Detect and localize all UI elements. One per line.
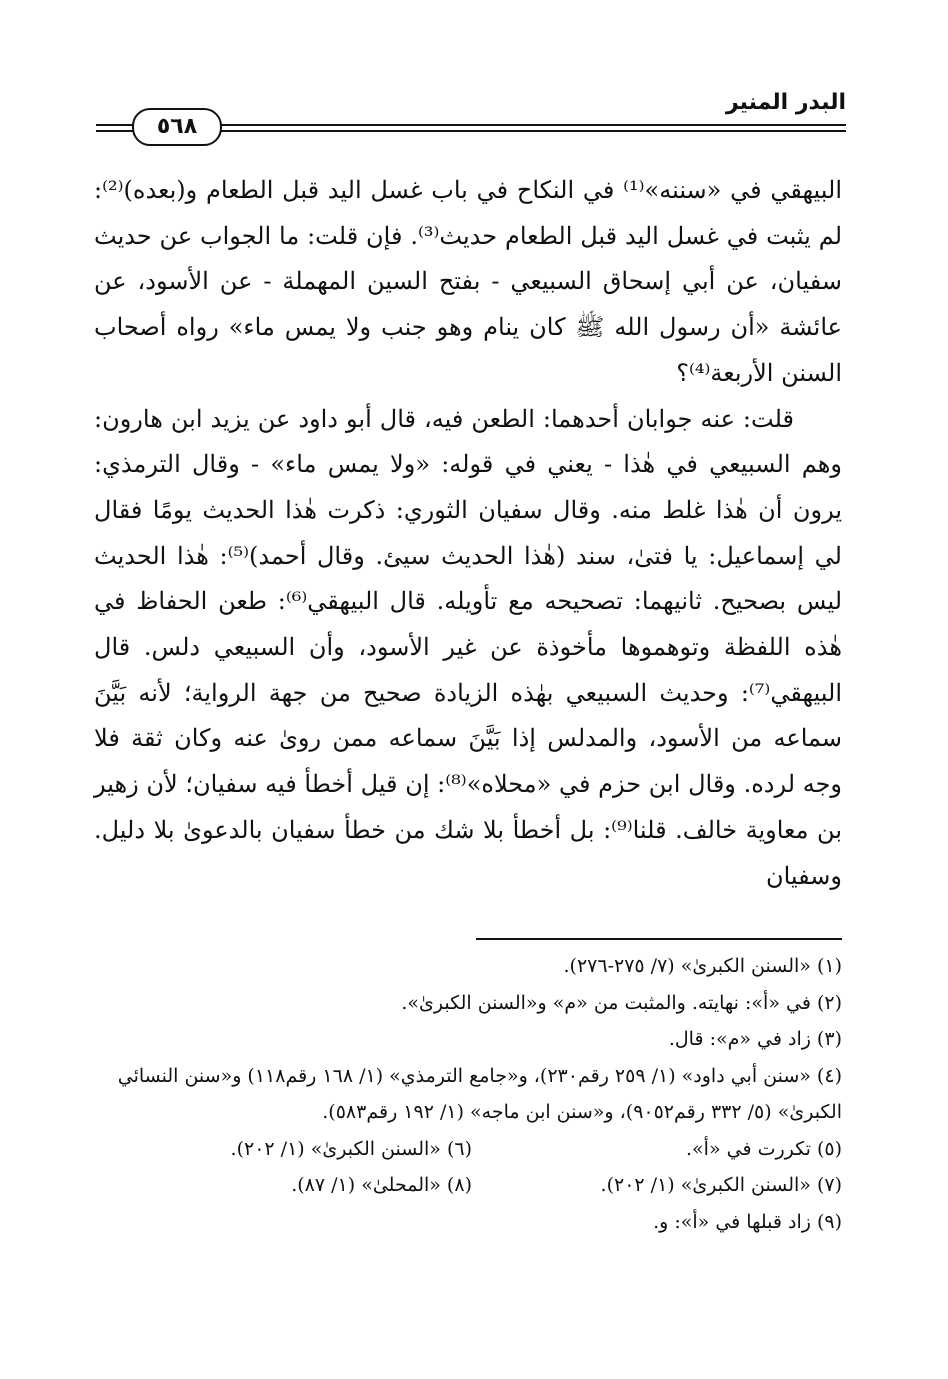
footnote: (٩) زاد قبلها في «أ»: و. bbox=[653, 1210, 842, 1233]
running-title: البدر المنير bbox=[725, 90, 846, 115]
footnote: (٨) «المحلىٰ» (١/ ٨٧). bbox=[291, 1174, 472, 1196]
main-text bbox=[94, 168, 842, 899]
page-number: ٥٦٨ bbox=[132, 108, 222, 146]
footnote-row bbox=[94, 1131, 842, 1168]
footnote: (٦) «السنن الكبرىٰ» (١/ ٢٠٢). bbox=[230, 1137, 472, 1160]
footnotes bbox=[94, 948, 842, 1240]
footnote: (٥) تكررت في «أ». bbox=[686, 1137, 842, 1160]
paragraph: قلت: عنه جوابان أحدهما: الطعن فيه، قال أبو داود عن يزيد ابن هارون: وهم السبيعي في هٰذا - يعني في قوله: «ولا يمس ماء» - وقال الترمذي: يرون أن هٰذا غلط منه. وقال سفيان الثوري: ذكرت هٰذا الحديث يومًا فقال لي إسماعيل: يا فتىٰ، سند (هٰذا الحديث سيئ. وقال أحمد)⁽⁵⁾: هٰذا الحديث ليس بصحيح. ثانيهما: تصحيحه مع تأويله. قال البيهقي⁽⁶⁾: طعن الحفاظ في هٰذه اللفظة وتوهموها مأخوذة عن غير الأسود، وأن السبيعي دلس. قال البيهقي⁽⁷⁾: وحديث السبيعي بهٰذه الزيادة صحيح من جهة الرواية؛ لأنه بَيَّنَ سماعه من الأسود، والمدلس إذا بَيَّنَ سماعه ممن روىٰ عنه وكان ثقة فلا وجه لرده. وقال ابن حزم في «محلاه»⁽⁸⁾: إن قيل أخطأ فيه سفيان؛ لأن زهير بن معاوية خالف. قلنا⁽⁹⁾: بل أخطأ بلا شك من خطأ سفيان بالدعوىٰ بلا دليل. وسفيان bbox=[94, 404, 843, 890]
footnote-separator bbox=[476, 938, 842, 940]
footnote: (٤) «سنن أبي داود» (١/ ٢٥٩ رقم٢٣٠)، و«جامع الترمذي» (١/ ١٦٨ رقم١١٨) و«سنن النسائي الكبرىٰ» (٥/ ٣٣٢ رقم٩٠٥٢)، و«سنن ابن ماجه» (١/ ١٩٢ رقم٥٨٣). bbox=[117, 1064, 842, 1123]
paragraph: البيهقي في «سننه»⁽¹⁾ في النكاح في باب غسل اليد قبل الطعام و(بعده)⁽²⁾: لم يثبت في غسل اليد قبل الطعام حديث⁽³⁾. فإن قلت: ما الجواب عن حديث سفيان، عن أبي إسحاق السبيعي - بفتح السين المهملة - عن الأسود، عن عائشة «أن رسول الله ﷺ كان ينام وهو جنب ولا يمس ماء» رواه أصحاب السنن الأربعة⁽⁴⁾؟ bbox=[94, 176, 843, 387]
page-header bbox=[96, 88, 846, 148]
footnote: (١) «السنن الكبرىٰ» (٧/ ٢٧٥-٢٧٦). bbox=[563, 955, 842, 977]
footnote-row bbox=[94, 1167, 842, 1204]
footnote: (٧) «السنن الكبرىٰ» (١/ ٢٠٢). bbox=[600, 1174, 842, 1196]
footnote: (٢) في «أ»: نهايته. والمثبت من «م» و«السنن الكبرىٰ». bbox=[401, 991, 842, 1014]
footnote: (٣) زاد في «م»: قال. bbox=[668, 1028, 842, 1050]
